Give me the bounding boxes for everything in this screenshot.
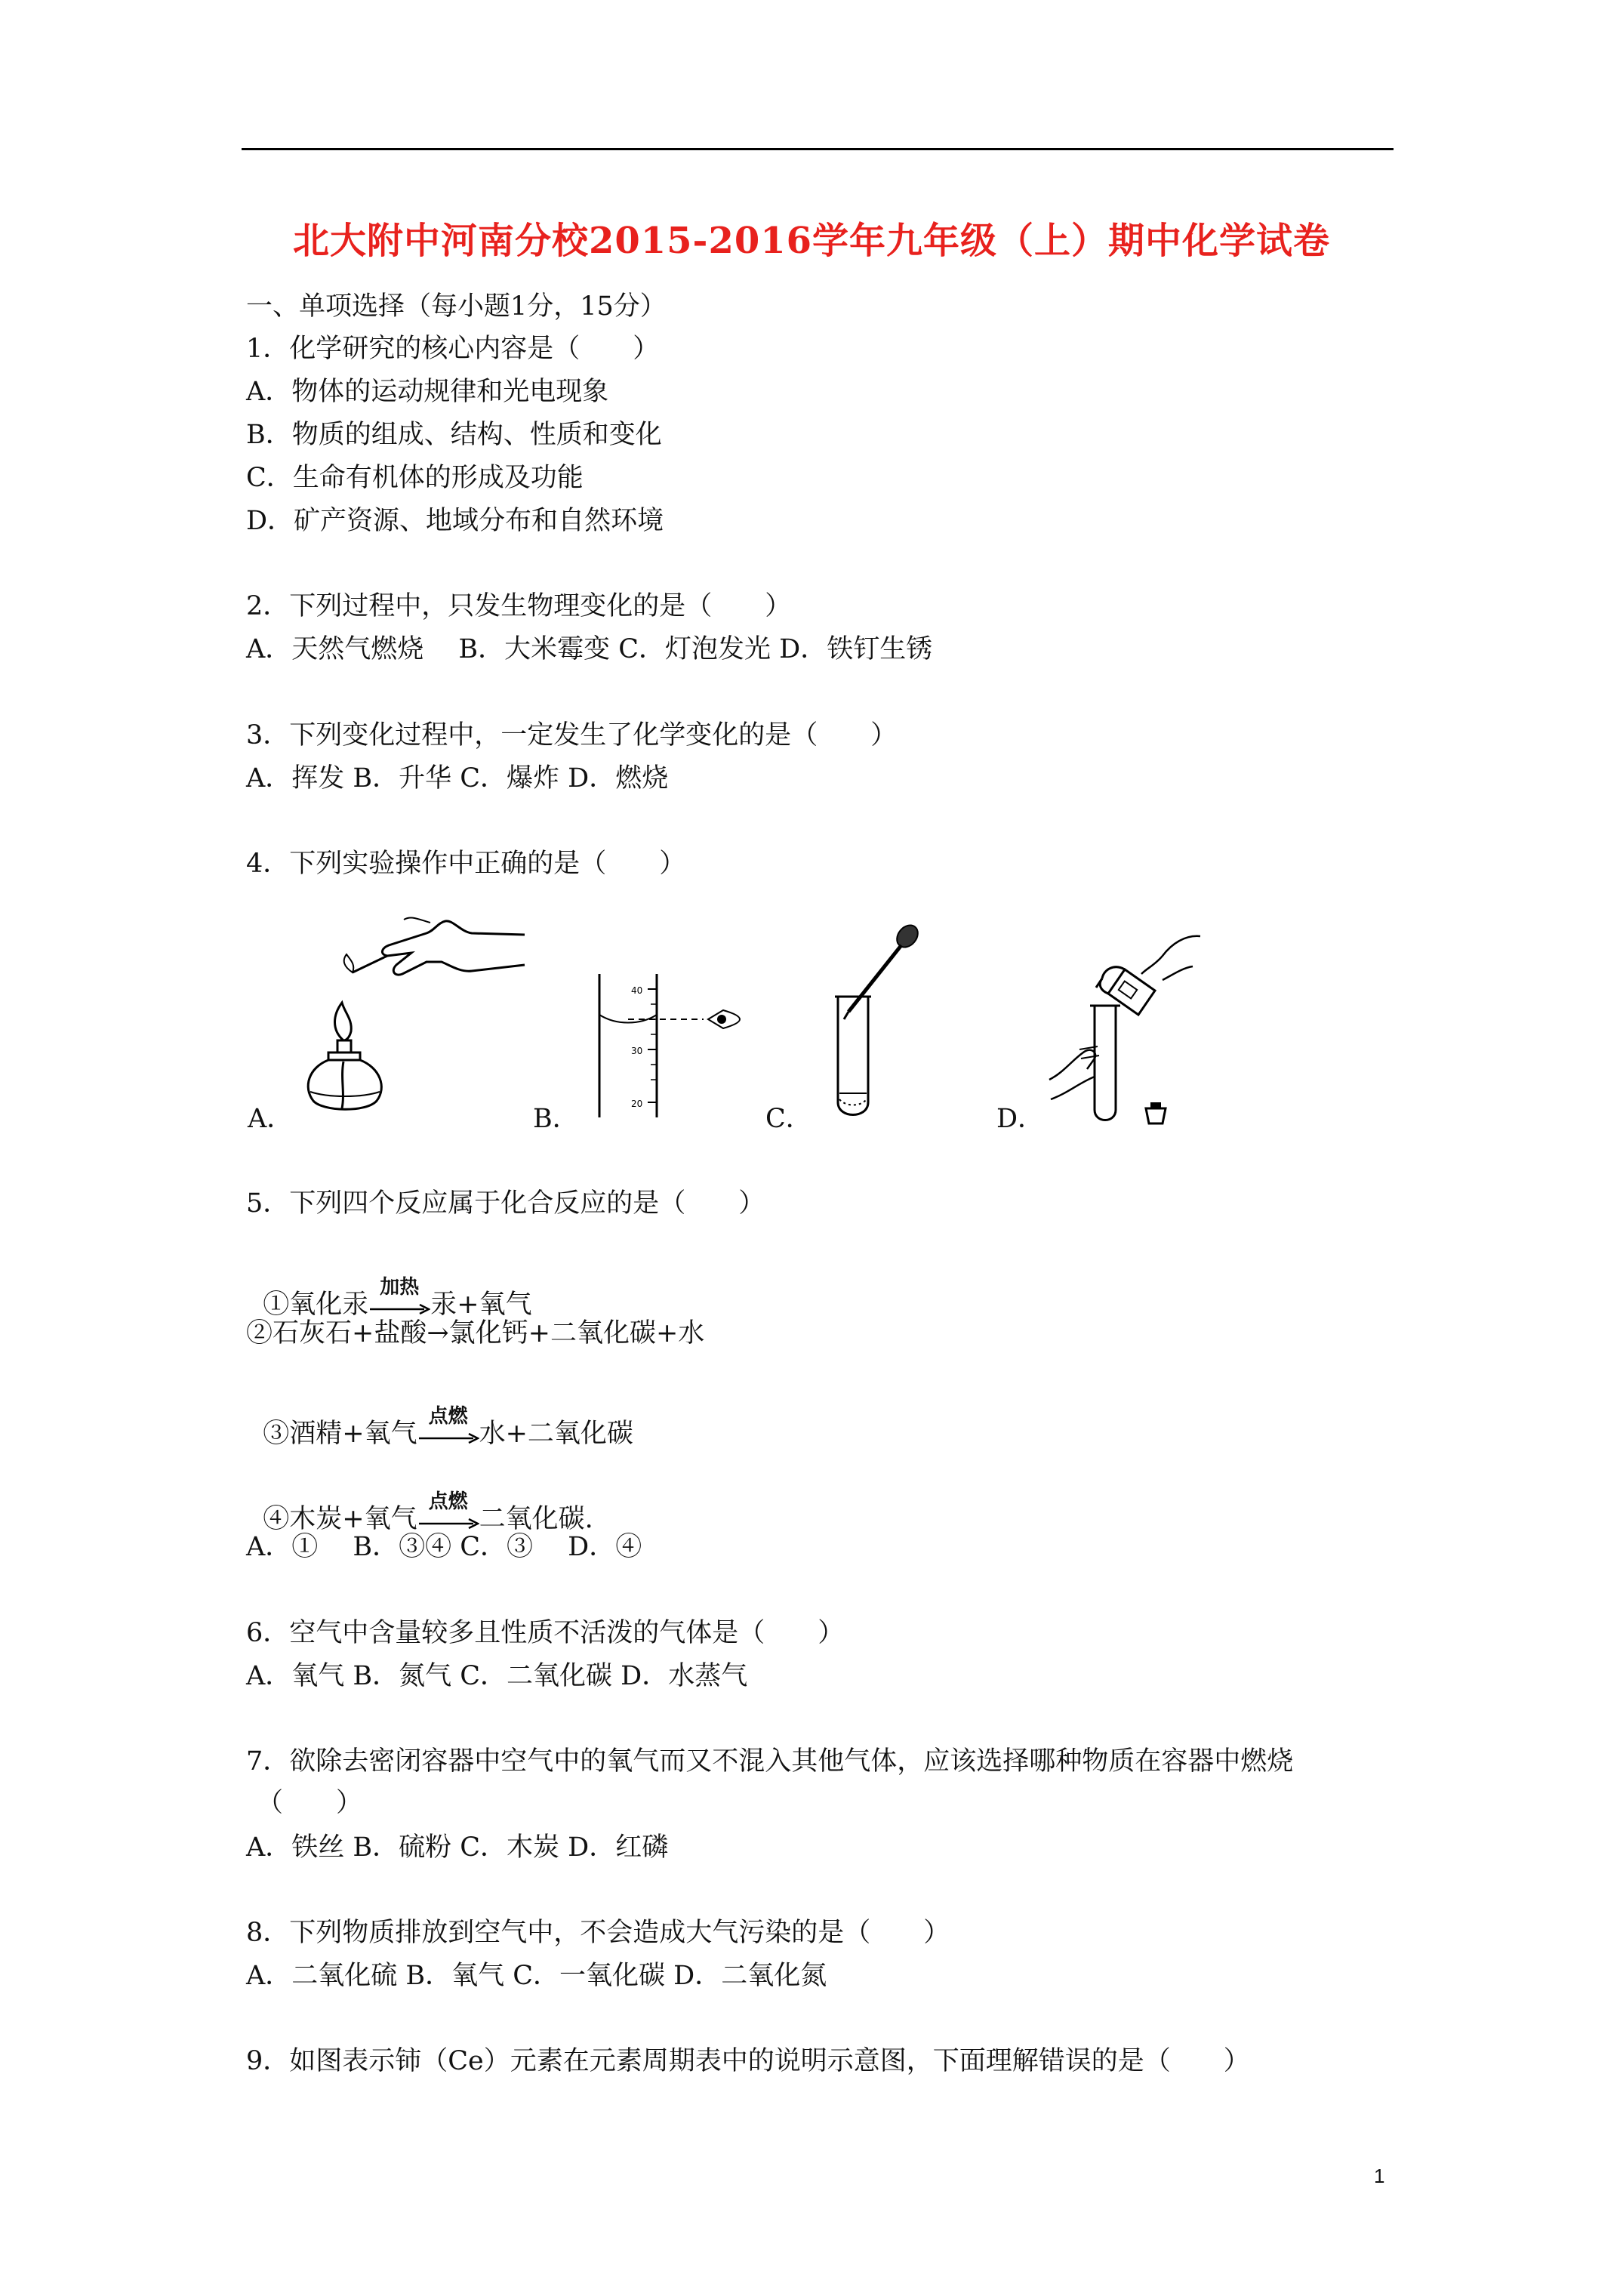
exam-title: 北大附中河南分校2015-2016学年九年级（上）期中化学试卷: [292, 220, 1331, 262]
q4-label-d: D．: [996, 1104, 1045, 1134]
svg-text:20: 20: [631, 1099, 643, 1109]
q8-stem: 8．下列物质排放到空气中，不会造成大气污染的是（ ）: [246, 1918, 950, 1948]
q2-stem: 2．下列过程中，只发生物理变化的是（ ）: [246, 591, 792, 621]
section-heading: 一、单项选择（每小题1分，15分）: [246, 291, 667, 322]
q4-label-b: B．: [533, 1104, 579, 1134]
q4-stem: 4．下列实验操作中正确的是（ ）: [246, 849, 686, 879]
figure-graduated-cylinder: [589, 966, 755, 1125]
r4-left: ④木炭+氧气: [263, 1504, 417, 1534]
r1-condition: 加热: [380, 1276, 420, 1299]
r3-left: ③酒精+氧气: [263, 1419, 417, 1449]
r4-right: 二氧化碳.: [479, 1504, 593, 1534]
page-number: 1: [1374, 2165, 1385, 2187]
header-rule: [242, 148, 1394, 150]
q1-option-c: C．生命有机体的形成及功能: [246, 463, 584, 493]
q9-stem: 9．如图表示铈（Ce）元素在元素周期表中的说明示意图，下面理解错误的是（ ）: [246, 2046, 1250, 2076]
q6-options: A．氧气 B．氮气 C．二氧化碳 D．水蒸气: [246, 1661, 748, 1691]
figure-alcohol-lamp: [298, 889, 540, 1123]
q7-stem-continued: （ ）: [257, 1788, 363, 1818]
q5-reaction-2: ②石灰石+盐酸→氯化钙+二氧化碳+水: [246, 1318, 705, 1348]
q1-option-d: D．矿产资源、地域分布和自然环境: [246, 506, 664, 536]
figure-dropper-test-tube: [823, 921, 921, 1125]
q1-option-b: B．物质的组成、结构、性质和变化: [246, 420, 662, 450]
q5-stem: 5．下列四个反应属于化合反应的是（ ）: [246, 1188, 765, 1219]
arrow-icon: [417, 1431, 479, 1446]
q2-options: A．天然气燃烧 B．大米霉变 C．灯泡发光 D．铁钉生锈: [246, 634, 933, 664]
r4-condition: 点燃: [428, 1490, 468, 1513]
q1-stem: 1．化学研究的核心内容是（ ）: [246, 334, 660, 364]
q5-reaction-3: [246, 1384, 633, 1450]
figure-pouring-liquid: [1042, 921, 1230, 1133]
q6-stem: 6．空气中含量较多且性质不活泼的气体是（ ）: [246, 1618, 845, 1648]
q4-label-a: A．: [248, 1104, 294, 1134]
q8-options: A．二氧化硫 B．氧气 C．一氧化碳 D．二氧化氮: [246, 1961, 827, 1991]
q1-option-a: A．物体的运动规律和光电现象: [246, 377, 609, 407]
r1-right: 汞+氧气: [430, 1290, 532, 1320]
q5-options: A．① B．③④ C．③ D．④: [246, 1532, 642, 1562]
r3-right: 水+二氧化碳: [479, 1419, 633, 1449]
q7-options: A．铁丝 B．硫粉 C．木炭 D．红磷: [246, 1832, 669, 1863]
r1-left: ①氧化汞: [263, 1290, 369, 1320]
q5-reaction-1: [246, 1255, 532, 1321]
r3-condition: 点燃: [428, 1405, 468, 1428]
q3-stem: 3．下列变化过程中，一定发生了化学变化的是（ ）: [246, 720, 898, 750]
condition-arrow: [417, 1405, 479, 1450]
q7-stem: 7．欲除去密闭容器中空气中的氧气而又不混入其他气体，应该选择哪种物质在容器中燃烧: [246, 1746, 1294, 1777]
arrow-icon: [368, 1302, 430, 1317]
svg-text:30: 30: [631, 1046, 643, 1056]
q4-label-c: C．: [765, 1104, 812, 1134]
q3-options: A．挥发 B．升华 C．爆炸 D．燃烧: [246, 763, 669, 794]
arrow-icon: [417, 1516, 479, 1531]
q5-reaction-4: [246, 1469, 593, 1536]
svg-text:40: 40: [631, 985, 643, 996]
